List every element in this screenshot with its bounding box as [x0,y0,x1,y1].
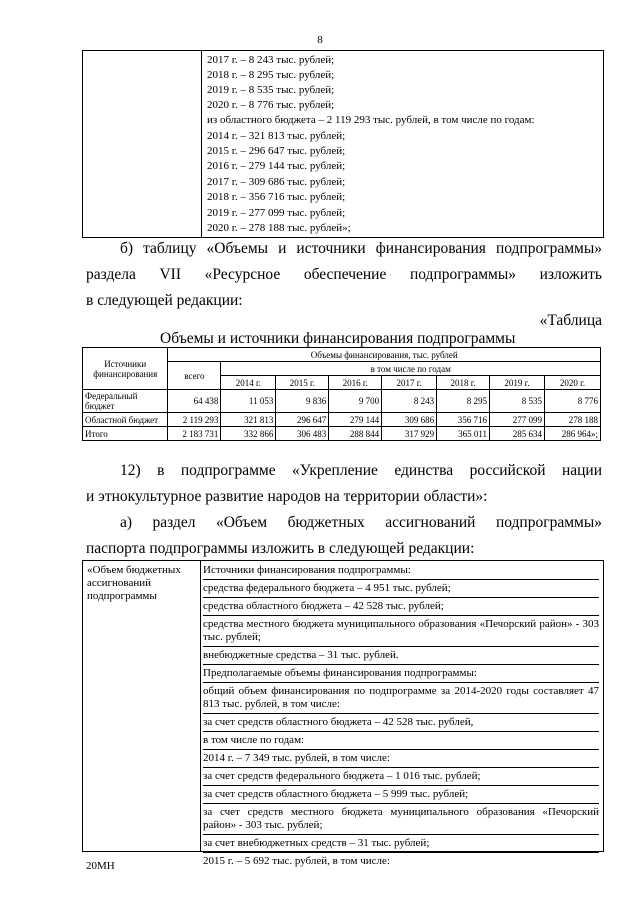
column-divider [200,561,201,851]
table-title: Объемы и источники финансирования подпрограммы [160,330,516,347]
passport-row: за счет средств областного бюджета – 5 999 тыс. рублей; [203,786,599,804]
table-row [83,390,601,413]
cell-value: 279 144 [329,413,382,427]
cell-value: 288 844 [329,427,382,441]
passport-row: внебюджетные средства – 31 тыс. рублей. [203,647,599,665]
column-divider [201,51,202,237]
cell-value: 332 866 [221,427,276,441]
cell-value: 309 686 [382,413,437,427]
passport-row: 2015 г. – 5 692 тыс. рублей, в том числе: [203,855,390,867]
year-line: 2020 г. – 8 776 тыс. рублей; [207,99,335,111]
para-b-line1: б) таблицу «Объемы и источники финансирования подпрограммы» [120,240,602,257]
year-line: 2016 г. – 279 144 тыс. рублей; [207,160,346,172]
table-row [83,413,601,427]
year-line: 2018 г. – 8 295 тыс. рублей; [207,69,335,81]
header-year: 2018 г. [437,376,490,390]
year-line: 2020 г. – 278 188 тыс. рублей»; [207,222,351,234]
para-12-line1: 12) в подпрограмме «Укрепление единства российской нации [120,462,602,479]
year-line: 2017 г. – 8 243 тыс. рублей; [207,54,335,66]
header-including: в том числе по годам [221,362,601,376]
header-year: 2017 г. [382,376,437,390]
year-line: 2018 г. – 356 716 тыс. рублей; [207,191,346,203]
cell-value: 9 836 [276,390,329,413]
footer-code: 20МН [86,860,115,872]
passport-row: средства федерального бюджета – 4 951 тыс. рублей; [203,580,599,598]
cell-value: 8 535 [490,390,545,413]
financing-table [82,347,601,441]
cell-value: 296 647 [276,413,329,427]
funding-continuation-box [82,50,604,238]
year-line: 2019 г. – 8 535 тыс. рублей; [207,84,335,96]
para-12-line2: и этнокультурное развитие народов на территории области»: [86,488,488,505]
table-label: «Таблица [539,312,602,329]
cell-value: 306 483 [276,427,329,441]
cell-value: 365 011 [437,427,490,441]
para-b-line2: раздела VII «Ресурсное обеспечение подпрограммы» изложить [86,266,602,283]
cell-value: 278 188 [544,413,600,427]
cell-value: 277 099 [490,413,545,427]
cell-value: 9 700 [329,390,382,413]
year-line: 2015 г. – 296 647 тыс. рублей; [207,145,346,157]
header-source: Источники финансирования [83,348,168,390]
year-line: 2019 г. – 277 099 тыс. рублей; [207,207,346,219]
passport-row: Предполагаемые объемы финансирования подпрограммы: [203,665,599,683]
header-year: 2016 г. [329,376,382,390]
passport-row: 2014 г. – 7 349 тыс. рублей, в том числе: [203,750,599,768]
header-year: 2015 г. [276,376,329,390]
passport-rows [203,562,599,870]
regional-budget-line: из областного бюджета – 2 119 293 тыс. рублей, в том числе по годам: [207,114,535,126]
header-year: 2020 г. [544,376,600,390]
row-total: 2 183 731 [168,427,221,441]
cell-value: 8 243 [382,390,437,413]
year-line: 2017 г. – 309 686 тыс. рублей; [207,176,346,188]
cell-value: 11 053 [221,390,276,413]
passport-row: средства областного бюджета – 42 528 тыс. рублей; [203,598,599,616]
row-label: Федеральный бюджет [83,390,168,413]
passport-row: средства местного бюджета муниципального образования «Печорский район» - 303 тыс. рублей; [203,616,599,647]
row-total: 2 119 293 [168,413,221,427]
header-total: всего [168,362,221,390]
header-volumes: Объемы финансирования, тыс. рублей [168,348,601,362]
cell-value: 321 813 [221,413,276,427]
row-total: 64 438 [168,390,221,413]
para-a-line2: паспорта подпрограммы изложить в следующей редакции: [86,540,475,557]
page-number: 8 [317,34,323,46]
passport-row: за счет средств областного бюджета – 42 528 тыс. рублей, [203,714,599,732]
para-b-line3: в следующей редакции: [86,292,243,309]
row-label: Областной бюджет [83,413,168,427]
passport-row: за счет внебюджетных средств – 31 тыс. рублей; [203,835,599,853]
passport-row: в том числе по годам: [203,732,599,750]
cell-value: 285 634 [490,427,545,441]
cell-value: 356 716 [437,413,490,427]
cell-value: 8 295 [437,390,490,413]
passport-row: общий объем финансирования по подпрограмме за 2014-2020 годы составляет 47 813 тыс. рублей, в том числе: [203,683,599,714]
cell-value: 317 929 [382,427,437,441]
table-row [83,427,601,441]
para-a-line1: а) раздел «Объем бюджетных ассигнований подпрограммы» [120,514,602,531]
row-label: Итого [83,427,168,441]
header-year: 2019 г. [490,376,545,390]
passport-row: за счет средств местного бюджета муниципального образования «Печорский район» - 303 тыс. рублей; [203,804,599,835]
cell-value: 286 964»; [544,427,600,441]
year-line: 2014 г. – 321 813 тыс. рублей; [207,130,346,142]
cell-value: 8 776 [544,390,600,413]
header-year: 2014 г. [221,376,276,390]
passport-row: Источники финансирования подпрограммы: [203,562,599,580]
passport-label: «Объем бюджетных ассигнований подпрограммы [87,564,181,602]
passport-row: за счет средств федерального бюджета – 1 016 тыс. рублей; [203,768,599,786]
